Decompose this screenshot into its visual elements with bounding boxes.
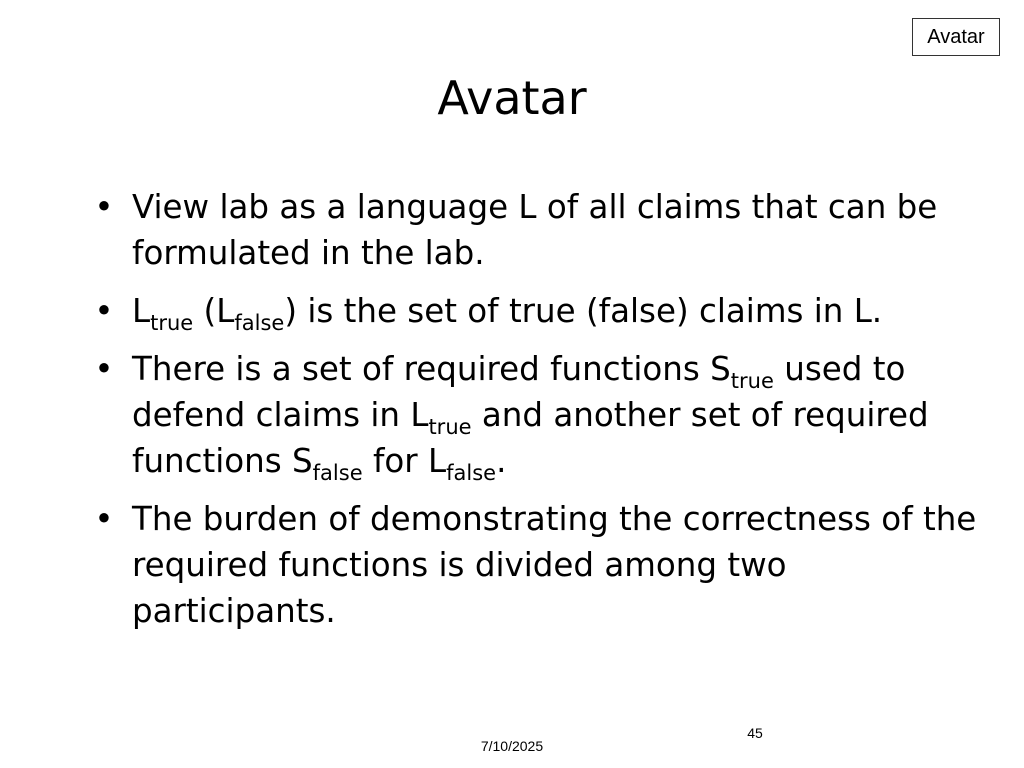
bullet-dot-icon: •	[94, 500, 114, 538]
subscript: false	[312, 461, 363, 485]
text-segment: for L	[362, 442, 447, 480]
subscript: true	[730, 369, 774, 393]
bullet-dot-icon: •	[94, 292, 114, 330]
bullet-dot-icon: •	[94, 350, 114, 388]
bullet-text: View lab as a language L of all claims that can be formulated in the lab.	[132, 188, 938, 272]
bullet-list	[84, 184, 984, 646]
text-segment: ) is the set of true (false) claims in L.	[284, 292, 883, 330]
bullet-item	[84, 184, 984, 276]
corner-tag: Avatar	[912, 18, 1000, 56]
subscript: false	[446, 461, 497, 485]
bullet-text: The burden of demonstrating the correctness of the required functions is divided among two participants.	[132, 500, 977, 630]
text-segment: There is a set of required functions S	[132, 350, 731, 388]
bullet-dot-icon: •	[94, 188, 114, 226]
text-segment: .	[496, 442, 507, 480]
bullet-item	[84, 288, 984, 334]
subscript: true	[428, 415, 472, 439]
bullet-text	[132, 292, 883, 335]
bullet-item	[84, 346, 984, 484]
footer-date: 7/10/2025	[480, 738, 544, 754]
page-number: 45	[747, 725, 763, 741]
text-segment: (L	[193, 292, 235, 330]
text-segment: used to defend claims in L	[132, 350, 906, 434]
subscript: true	[150, 311, 194, 335]
text-segment: and another set of required functions S	[132, 396, 929, 480]
bullet-item	[84, 496, 984, 634]
subscript: false	[234, 311, 285, 335]
bullet-text	[132, 350, 929, 485]
slide-title: Avatar	[437, 71, 587, 125]
text-segment: L	[132, 292, 151, 330]
